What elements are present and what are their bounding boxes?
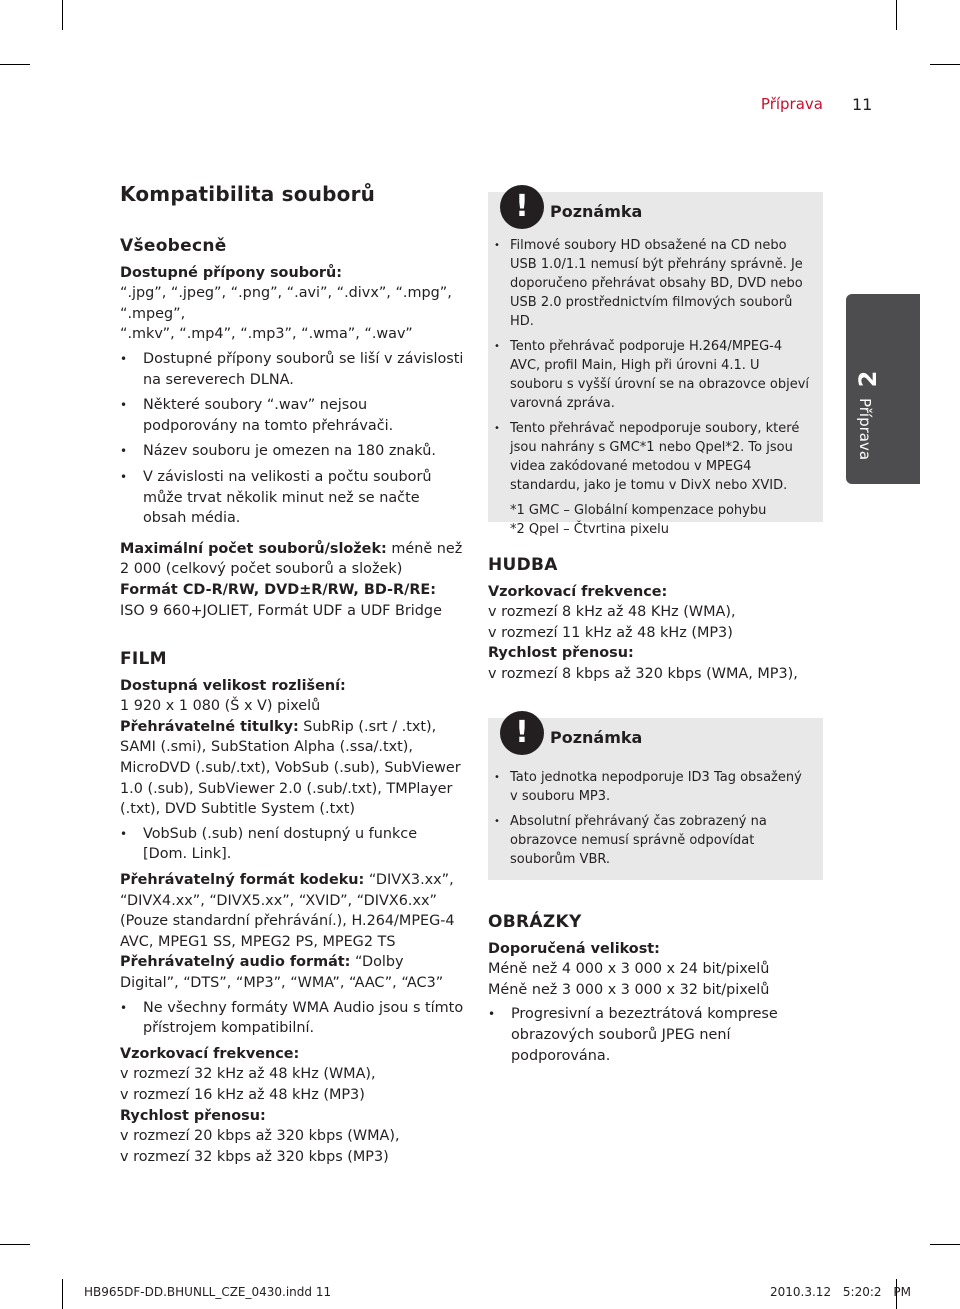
format-value: ISO 9 660+JOLIET, Formát UDF a UDF Bridge xyxy=(120,602,442,619)
format-label: Formát CD-R/RW, DVD±R/RW, BD-R/RE: xyxy=(120,581,437,598)
sampling-line: v rozmezí 11 kHz až 48 kHz (MP3) xyxy=(488,624,733,641)
bitrate-line: v rozmezí 20 kbps až 320 kbps (WMA), xyxy=(120,1128,400,1145)
size-label: Doporučená velikost: xyxy=(488,940,660,957)
exclamation-icon: ! xyxy=(500,711,544,755)
max-files-paragraph xyxy=(120,539,465,580)
subtitles-label: Přehrávatelné titulky: xyxy=(120,718,299,735)
section-heading-film: FILM xyxy=(120,649,167,670)
music-section xyxy=(488,555,823,685)
note-list xyxy=(488,768,823,869)
film-subs-bullets xyxy=(120,824,465,865)
ext-line: “.mkv”, “.mp4”, “.mp3”, “.wma”, “.wav” xyxy=(120,326,413,343)
sampling-line: v rozmezí 8 kHz až 48 KHz (WMA), xyxy=(488,604,736,621)
codec-value: “DIVX3.xx”, “DIVX4.xx”, “DIVX5.xx”, “XVID”, “DIVX6.xx” (Pouze standardní přehrávání.), H.264/MPEG-4 AVC, MPEG1 SS, MPEG2 PS, MPEG2 TS xyxy=(120,872,455,950)
list-item: • Některé soubory “.wav” nejsou podporovány na tomto přehrávači. xyxy=(120,395,465,436)
section-heading-music: HUDBA xyxy=(488,555,558,575)
note-header xyxy=(488,189,823,236)
size-line: Méně než 3 000 x 3 000 x 32 bit/pixelů xyxy=(488,981,770,998)
crop-mark xyxy=(896,0,897,30)
bitrate-line: v rozmezí 8 kbps až 320 kbps (WMA, MP3), xyxy=(488,665,798,682)
crop-mark xyxy=(0,1244,30,1245)
subtitles-value: SubRip (.srt / .txt), SAMI (.smi), SubStation Alpha (.ssa/.txt), MicroDVD (.sub/.txt), VobSub (.sub), SubViewer 1.0 (.sub), SubViewer 2.0 (.sub/.txt), TMPlayer (.txt), DVD Subtitle System (.txt) xyxy=(120,718,461,818)
list-item: • Filmové soubory HD obsažené na CD nebo USB 1.0/1.1 nemusí být přehrány správně. Je doporučeno přehrávat obsahy BD, DVD nebo USB 2.0 prostřednictvím filmových souborů HD. xyxy=(510,236,813,331)
resolution-value: 1 920 x 1 080 (Š x V) pixelů xyxy=(120,698,321,715)
list-item: • Dostupné přípony souborů se liší v závislosti na sereverech DLNA. xyxy=(120,349,465,390)
list-item: • VobSub (.sub) není dostupný u funkce [Dom. Link]. xyxy=(120,824,465,865)
note-box xyxy=(488,189,823,537)
list-item: • Tato jednotka nepodporuje ID3 Tag obsažený v souboru MP3. xyxy=(510,768,813,806)
crop-mark xyxy=(930,1244,960,1245)
film-audio-bullets xyxy=(120,998,465,1039)
codec-label: Přehrávatelný formát kodeku: xyxy=(120,872,365,889)
list-item: • Progresivní a bezeztrátová komprese obrazových souborů JPEG není podporována. xyxy=(488,1004,823,1066)
list-item: • Ne všechny formáty WMA Audio jsou s tímto přístrojem kompatibilní. xyxy=(120,998,465,1039)
note-title: Poznámka xyxy=(550,728,643,747)
bitrate-label: Rychlost přenosu: xyxy=(120,1107,266,1124)
left-column xyxy=(120,236,465,1167)
ext-label: Dostupné přípony souborů: xyxy=(120,264,342,281)
ext-line: “.jpg”, “.jpeg”, “.png”, “.avi”, “.divx”, “.mpg”, “.mpeg”, xyxy=(120,285,452,322)
photo-bullets xyxy=(488,1004,823,1066)
bitrate-line: v rozmezí 32 kbps až 320 kbps (MP3) xyxy=(120,1148,389,1165)
chapter-number: 2 xyxy=(854,370,882,388)
footnote: *2 Qpel – Čtvrtina pixelu xyxy=(510,522,670,537)
resolution-label: Dostupná velikost rozlišení: xyxy=(120,677,346,694)
list-item: • Tento přehrávač podporuje H.264/MPEG-4 AVC, profil Main, High při úrovni 4.1. U souboru s vyšší úrovní se na obrazovce objeví varovná zpráva. xyxy=(510,337,813,413)
list-item: • Absolutní přehrávaný čas zobrazený na obrazovce nemusí správně odpovídat souborům VBR. xyxy=(510,812,813,869)
audio-value: “Dolby Digital”, “DTS”, “MP3”, “WMA”, “AAC”, “AC3” xyxy=(120,954,444,991)
list-item: • Název souboru je omezen na 180 znaků. xyxy=(120,441,465,462)
sampling-label: Vzorkovací frekvence: xyxy=(120,1045,300,1062)
subtitles-paragraph xyxy=(120,717,465,820)
note-title: Poznámka xyxy=(550,202,643,221)
chapter-label: Příprava xyxy=(856,397,874,461)
section-heading-general: Všeobecně xyxy=(120,236,227,256)
codec-paragraph xyxy=(120,870,465,952)
max-label: Maximální počet souborů/složek: xyxy=(120,540,387,557)
sampling-line: v rozmezí 16 kHz až 48 kHz (MP3) xyxy=(120,1086,365,1103)
audio-label: Přehrávatelný audio formát: xyxy=(120,954,351,971)
list-item: • Tento přehrávač nepodporuje soubory, které jsou nahrány s GMC*1 nebo Qpel*2. To jsou videa zakódované metodou v MPEG4 standardu, jako je tomu v DivX nebo XVID. xyxy=(510,419,813,495)
note-header xyxy=(488,715,823,762)
bitrate-label: Rychlost přenosu: xyxy=(488,645,634,662)
footnote: *1 GMC – Globální kompenzace pohybu xyxy=(510,503,767,518)
audio-paragraph xyxy=(120,952,465,993)
exclamation-icon: ! xyxy=(500,185,544,229)
crop-mark xyxy=(930,64,960,65)
crop-mark xyxy=(62,1279,63,1309)
list-item: • V závislosti na velikosti a počtu souborů může trvat několik minut než se načte obsah média. xyxy=(120,467,465,529)
page-number: 11 xyxy=(852,95,873,114)
sampling-label: Vzorkovací frekvence: xyxy=(488,583,668,600)
page-title: Kompatibilita souborů xyxy=(120,182,376,206)
print-date-info: 2010.3.12 5:20:2 PM xyxy=(770,1285,911,1299)
size-line: Méně než 4 000 x 3 000 x 24 bit/pixelů xyxy=(488,961,770,978)
crop-mark xyxy=(62,0,63,30)
max-value: méně než 2 000 (celkový počet souborů a složek) xyxy=(120,540,463,578)
sampling-line: v rozmezí 32 kHz až 48 kHz (WMA), xyxy=(120,1066,376,1083)
running-header-section: Příprava xyxy=(760,95,823,113)
section-heading-photo: OBRÁZKY xyxy=(488,912,582,932)
crop-mark xyxy=(0,64,30,65)
print-file-info: HB965DF-DD.BHUNLL_CZE_0430.indd 11 xyxy=(84,1285,332,1299)
note-box xyxy=(488,715,823,880)
note-list xyxy=(488,236,823,495)
photo-section xyxy=(488,912,823,1071)
general-bullets xyxy=(120,349,465,529)
